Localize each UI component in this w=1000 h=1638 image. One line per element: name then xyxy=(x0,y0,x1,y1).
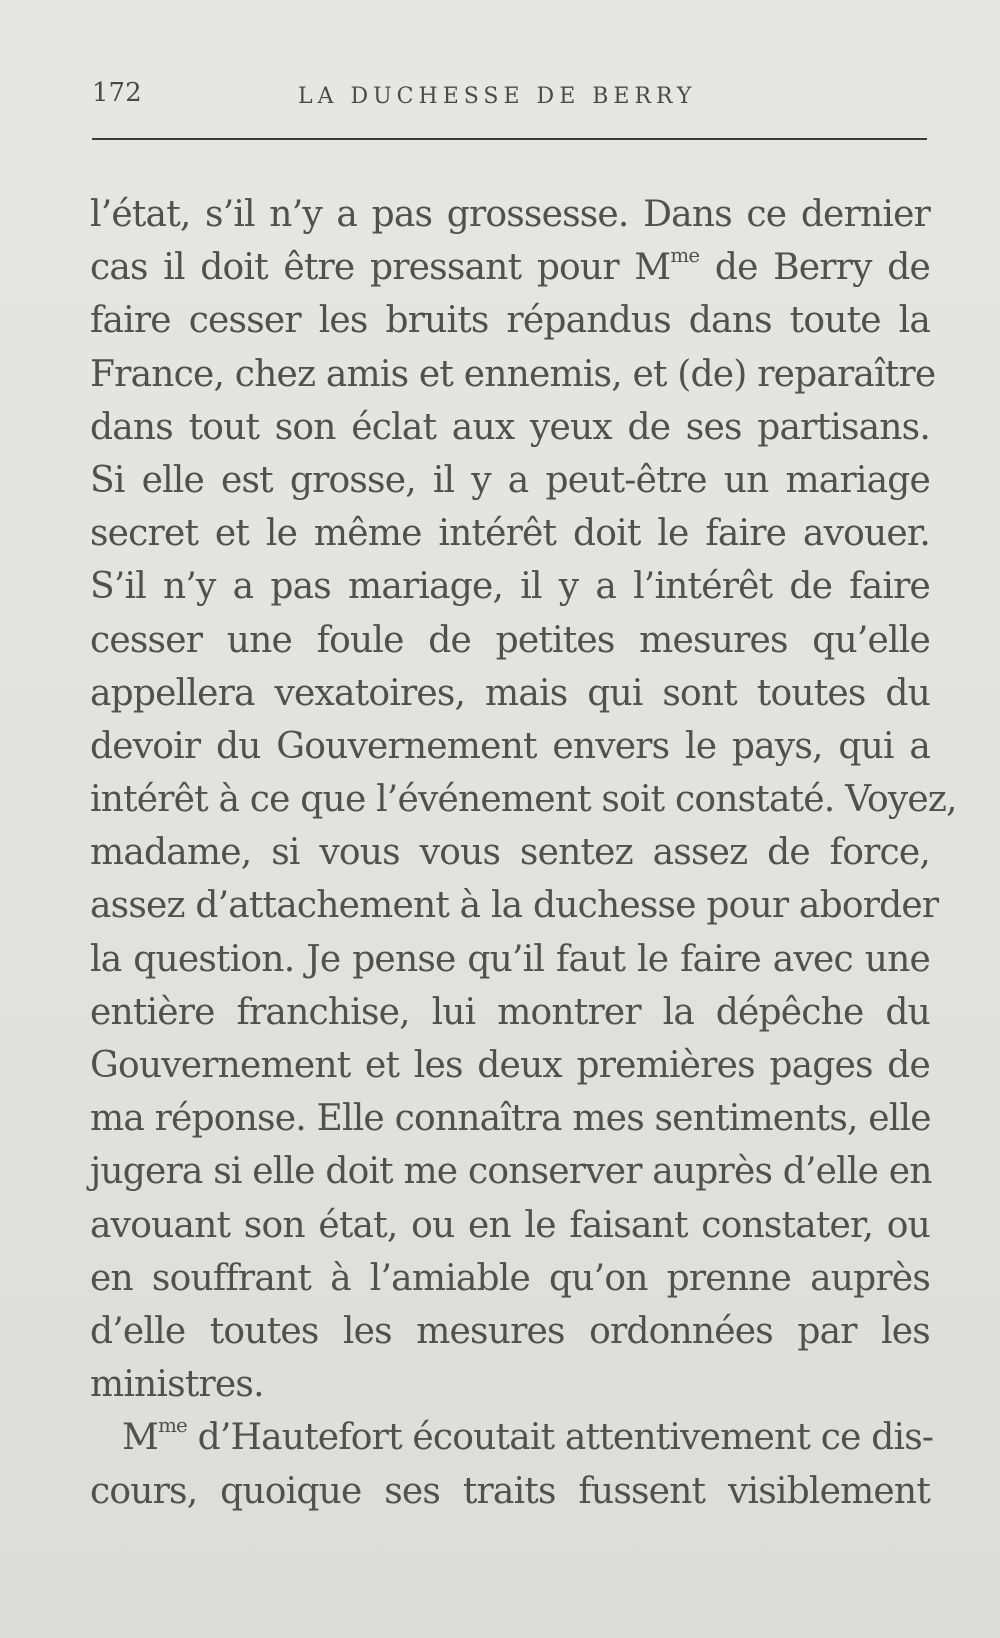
text-line: faire cesser les bruits répandus dans toute la xyxy=(90,300,930,342)
running-title: LA DUCHESSE DE BERRY xyxy=(298,84,697,109)
body-text xyxy=(90,188,957,1518)
text-line: intérêt à ce que l’événement soit constaté. Voyez, xyxy=(90,779,957,821)
text-line: avouant son état, ou en le faisant constater, ou xyxy=(90,1204,930,1246)
header-rule xyxy=(92,138,927,140)
superscript: me xyxy=(670,244,700,268)
text-line: assez d’attachement à la duchesse pour aborder xyxy=(90,885,939,927)
text-line: $M^{me}$ d’Hautefort écoutait attentivement ce dis- xyxy=(122,1414,934,1459)
page-number: 172 xyxy=(92,78,142,108)
text-line: secret et le même intérêt doit le faire avouer. xyxy=(90,513,930,555)
text-line: S’il n’y a pas mariage, il y a l’intérêt de faire xyxy=(90,566,930,608)
text-line: en souffrant à l’amiable qu’on prenne auprès xyxy=(90,1257,930,1299)
text-line: appellera vexatoires, mais qui sont toutes du xyxy=(90,672,930,714)
page-header xyxy=(92,78,927,128)
text-line: Si elle est grosse, il y a peut-être un mariage xyxy=(90,459,930,501)
text-line: cours, quoique ses traits fussent visiblement xyxy=(90,1470,930,1512)
text-line: l’état, s’il n’y a pas grossesse. Dans ce dernier xyxy=(90,194,930,235)
text-line: dans tout son éclat aux yeux de ses partisans. xyxy=(90,406,930,448)
text-line: cas il doit être pressant pour $M^{me}$ de Berry de xyxy=(90,244,930,289)
text-line: d’elle toutes les mesures ordonnées par les xyxy=(90,1310,930,1352)
text-line: Gouvernement et les deux premières pages de xyxy=(90,1045,930,1086)
text-line: la question. Je pense qu’il faut le faire avec une xyxy=(90,938,930,980)
text-line: ma réponse. Elle connaîtra mes sentiments, elle xyxy=(90,1098,931,1140)
text-line: entière franchise, lui montrer la dépêche du xyxy=(90,991,930,1033)
text-line: jugera si elle doit me conserver auprès d’elle en xyxy=(90,1151,932,1193)
text-line: ministres. xyxy=(90,1364,264,1406)
superscript: me xyxy=(158,1414,187,1438)
text-line: cesser une foule de petites mesures qu’elle xyxy=(90,619,930,661)
text-line: devoir du Gouvernement envers le pays, qui a xyxy=(90,725,930,767)
text-line: France, chez amis et ennemis, et (de) reparaître xyxy=(90,353,936,395)
text-line: madame, si vous vous sentez assez de force, xyxy=(90,832,930,874)
